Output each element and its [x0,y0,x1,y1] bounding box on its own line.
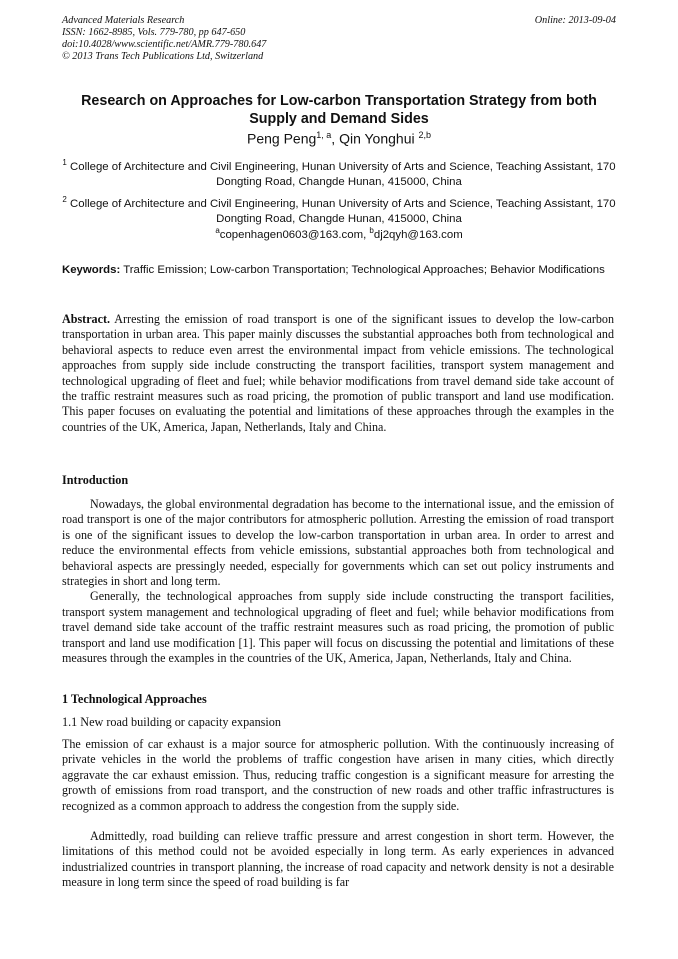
author-2: Qin Yonghui [339,130,419,147]
abstract-label: Abstract. [62,312,111,326]
subsection-heading: 1.1 New road building or capacity expansion [62,715,281,729]
author-separator: , [331,130,340,147]
affiliation-text: College of Architecture and Civil Engineering, Hunan University of Arts and Science, Teaching Assistant, 170 Dongting Road, Changde Hunan, 415000, China [70,197,616,225]
paragraph: The emission of car exhaust is a major source for atmospheric pollution. With the continuously increasing of private vehicles in the world the problems of traffic congestion have arisen in many cities, which directly aggravate the car exhaust emission. Thus, reducing traffic congestion is a significant measure for arresting the growth of emissions from road transport, and the construction of new roads and other traffic infrastructures is recognized as a common approach to address the congestion from the supply side. [62,737,614,813]
affiliation-text: College of Architecture and Civil Engineering, Hunan University of Arts and Science, Teaching Assistant, 170 Dongting Road, Changde Hunan, 415000, China [70,160,616,188]
introduction-heading: Introduction [62,473,129,487]
email-b: dj2qyh@163.com [373,228,463,241]
keywords-text: Traffic Emission; Low-carbon Transportation; Technological Approaches; Behavior Modifications [120,264,605,276]
paragraph: Generally, the technological approaches from supply side include constructing the transport facilities, transport system management and technological upgrading of fleet and fuel; while behavior modifications from travel demand side take account of the traffic restraint measures such as road pricing, the promotion of public transport and land use modification [1]. This paper will focus on discussing the potential and limitations of these measures through the examples in the countries of the UK, America, Japan, Netherlands, Italy and China. [62,589,614,666]
affiliation-number: 1 [62,158,67,167]
email-line [62,226,616,241]
email-a: copenhagen0603@163.com, [219,228,370,241]
section-1-1-body [62,737,614,891]
online-date: Online: 2013-09-04 [534,15,616,26]
email-a-marker: a [215,226,220,235]
affiliation-number: 2 [62,195,67,204]
author-1-affil: 1, a [316,130,332,140]
author-line [62,130,616,147]
doi-line: doi:10.4028/www.scientific.net/AMR.779-780.647 [62,39,267,50]
email-b-marker: b [369,226,374,235]
author-1: Peng Peng [246,130,317,147]
affiliation-1 [62,155,616,190]
introduction-body [62,497,614,666]
paragraph: Admittedly, road building can relieve traffic pressure and arrest congestion in short term. However, the limitations of this method could not be avoided especially in long term. As early experiences in advanced industrialized countries in transport planning, the increase of road capacity and network density is not a desirable measure in long term since the speed of road building is far [62,829,614,890]
author-2-affil: 2,b [418,130,431,140]
paper-title: Research on Approaches for Low-carbon Transportation Strategy from both Supply and Demand Sides [81,93,597,127]
journal-name: Advanced Materials Research [62,15,185,26]
affiliation-2 [62,192,616,227]
abstract-text: Arresting the emission of road transport is one of the significant issues to develop the low-carbon transportation in urban area. This paper mainly discusses the substantial approaches both from technological and behavioral aspects to reduce even arrest the environmental impact from vehicle emissions. The technological approaches from supply side include constructing the transport facilities, transport system management and technological upgrading of fleet and fuel; while behavior modifications from travel demand side take account of the traffic restraint measures such as road pricing, the promotion of public transport and land use modification. This paper focuses on evaluating the potential and limitations of these approaches through the examples in the countries of the UK, America, Japan, Netherlands, Italy and China. [62,312,614,434]
copyright-line: © 2013 Trans Tech Publications Ltd, Switzerland [62,51,264,62]
issn-line: ISSN: 1662-8985, Vols. 779-780, pp 647-650 [62,27,246,38]
keywords-label: Keywords: [62,264,121,276]
abstract [62,312,614,435]
journal-header [62,15,266,63]
keywords [62,263,616,278]
paragraph: Nowadays, the global environmental degradation has become to the international issue, and the emission of road transport is one of the major contributors for atmospheric pollution. Arresting the emission of road transport is one of the significant issues to develop the low-carbon transportation in urban area. In order to arrest and reduce the environmental effects from vehicle emissions, substantial approaches both from technological and behavioral aspects are pressingly needed, especially for governments which can set out policy instruments and strategies in short and long term. [62,497,614,589]
section-heading: 1 Technological Approaches [62,692,207,706]
